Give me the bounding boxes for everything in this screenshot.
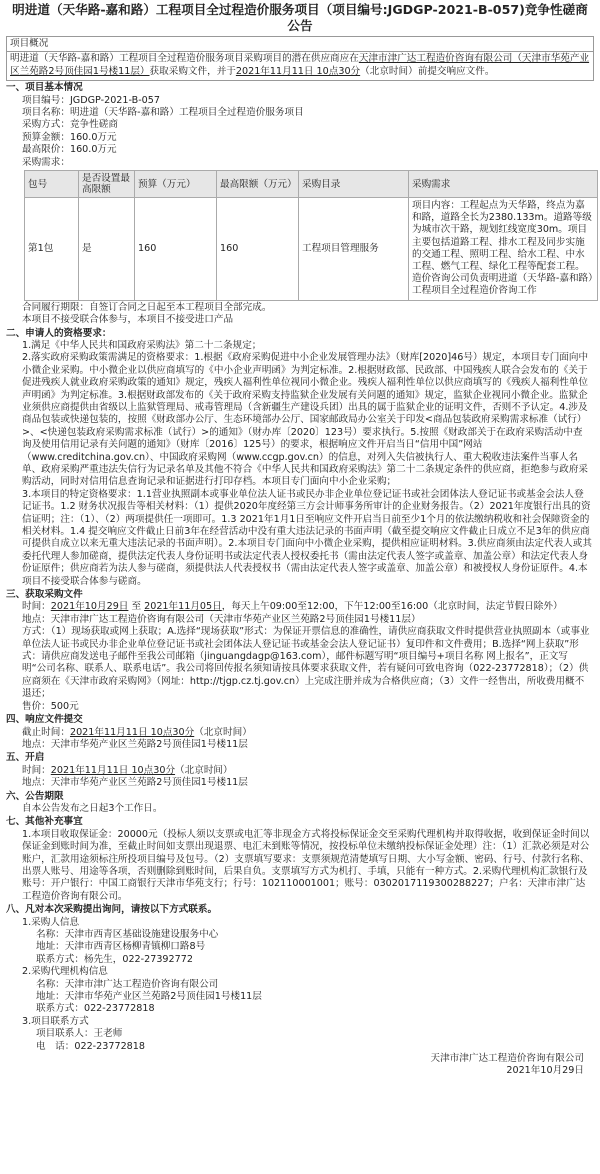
table-row [25,198,598,301]
overview-text [7,51,593,80]
announcement-page [6,0,594,1078]
section-3-title: 三、获取采购文件 [6,589,83,601]
submission-deadline [22,727,592,739]
package-table [24,170,598,301]
overview-label: 项目概况 [10,38,49,49]
section-8-title: 八、凡对本次采购提出询问，请按以下方式联系。 [6,904,218,916]
max-price: 最高限价：160.0万元 [22,144,117,156]
section-1-footer [6,302,594,327]
section-3-body [6,601,594,713]
overview-text-b: 获取采购文件，并于 [149,65,236,77]
table-cell: 第1包 [25,198,79,301]
pickup-end-date: 2021年11月05日 [144,601,222,613]
page-title-line1: 明进道（天华路-嘉和路）工程项目全过程造价服务项目（项目编号:JGDGP-2021-B-057)竞争性磋商 [12,2,588,17]
contract-period: 合同履行期限：自签订合同之日起至本工程项目全部完成。 [22,301,272,313]
overview-text-a: 明进道（天华路-嘉和路）工程项目全过程造价服务项目采购项目的潜在供应商应在 [10,53,359,65]
section-5-title: 五、开启 [6,752,45,764]
qualification-1: 1.满足《中华人民共和国政府采购法》第二十二条规定； [22,339,262,351]
table-header-cell: 预算（万元） [135,171,217,198]
agent-contact: 联系方式：022-23772818 [36,1003,155,1015]
section-2-body [6,340,594,588]
table-header-cell: 最高限额（万元） [217,171,299,198]
notice-period: 自本公告发布之日起3个工作日。 [22,802,163,814]
overview-pickup-place: 天津市津广达工程造价咨询有限公司（天津市华苑产业区兰苑路2号顶佳园1号楼11层） [10,53,590,77]
qualification-3: 3.本项目的特定资格要求：1.1营业执照副本或事业单位法人证书或民办非企业单位登记证书或社会团体法人登记证书或基金会法人登记证书。1.2 财务状况报告等相关材料：（1）提供2020年度经第三方会计师事务所审计的企业财务报告。（2）2021年度银行出具的资信证明；注：（1）、（2）两项提供任一项即可。1.3 2021年1月1日至响应文件开启当日前至少1个月的依法缴纳税收和社会保障资金的相关材料。1.4 提交响应文件截止日前3年在经营活动中没有重大违法记录的书面声明（截至提交响应文件截止日成立不足3年的供应商可提供自成立以来无重大违法记录的书面声明）。2.本项目专门面向中小微企业采购，提供相应证明材料。3.供应商须由法定代表人或其委托代理人参加磋商，提供法定代表人身份证明书或法定代表人授权委托书（需由法定代表人签字或盖章、加盖公章）和法定代表人身份证原件；供应商若为法人参与磋商，须提供法人代表授权书（需由法定代表人签字或盖章、加盖公章）和被授权人身份证原件。4.本项目不接受联合体参与磋商。 [22,488,592,587]
section-6-body [6,803,594,815]
section-4-title: 四、响应文件提交 [6,714,83,726]
qualification-2: 2.落实政府采购政策需满足的资格要求：1.根据《政府采购促进中小企业发展管理办法》（财库[2020]46号）规定，本项目专门面向中小微企业采购。中小微企业以供应商填写的《中小企业声明函》为判定标准。2.根据财政部、民政部、中国残疾人联合会发布的《关于促进残疾人就业政府采购政策的通知》规定，残疾人福利性单位视同小微企业。残疾人福利性单位以供应商填写的《残疾人福利性单位声明函》为判定标准。3.根据财政部发布的《关于政府采购支持监狱企业发展有关问题的通知》规定，监狱企业视同小微企业。监狱企业须供应商提供由省级以上监狱管理局、戒毒管理局（含新疆生产建设兵团）出具的属于监狱企业的证明文件，否则不予认定。4.涉及商品包装或快递包装的，按照《财政部办公厅、生态环境部办公厅、国家邮政局办公室关于印发<商品包装政府采购需求标准（试行）>、<快递包装政府采购需求标准（试行）>的通知》（财办库〔2020〕123号）要求执行。5.按照《财政部关于在政府采购活动中查询及使用信用记录有关问题的通知》（财库〔2016〕125号）的要求，根据响应文件开启当日“信用中国”网站（www.creditchina.gov.cn）、中国政府采购网（www.ccgp.gov.cn）的信息，对列入失信被执行人、重大税收违法案件当事人名单、政府采购严重违法失信行为记录名单及其他不符合《中华人民共和国政府采购法》第二十二条规定条件的供应商，拒绝参与政府采购活动，同时对信用信息查询记录和证据进行打印存档。本项目专门面向中小企业采购； [22,352,589,488]
overview-text-c: （北京时间）前提交响应文件。 [360,65,495,77]
deadline-timezone: （北京时间） [194,726,252,738]
footer-organization: 天津市津广达工程造价咨询有限公司 [430,1053,584,1065]
project-contact-title: 3.项目联系方式 [22,1015,89,1027]
deadline-label: 截止时间： [22,726,70,738]
project-number: 项目编号：JGDGP-2021-B-057 [22,94,160,106]
buyer-contact: 联系方式：杨先生，022-27392772 [36,953,193,965]
table-header-cell: 包号 [25,171,79,198]
procurement-method: 采购方式：竞争性磋商 [22,119,118,131]
footer-date: 2021年10月29日 [506,1065,584,1077]
opening-time [22,765,592,777]
table-header-cell: 是否设置最高限额 [79,171,135,198]
deadline-value: 2021年11月11日 10点30分 [69,726,195,738]
opening-place: 地点：天津市华苑产业区兰苑路2号顶佳园1号楼11层 [22,777,248,789]
overview-box [6,36,594,81]
section-6-title: 六、公告期限 [6,790,64,802]
overview-deadline: 2021年11月11日 10点30分 [235,65,361,77]
pickup-time-to: 至 [128,601,145,613]
table-cell: 工程项目管理服务 [299,198,409,301]
budget-amount: 预算金额：160.0万元 [22,131,117,143]
section-8-body [6,917,594,1053]
opening-time-value: 2021年11月11日 10点30分 [50,764,176,776]
pickup-place: 地点：天津市津广达工程造价咨询有限公司（天津市华苑产业区兰苑路2号顶佳园1号楼11层） [22,613,421,625]
table-header-cell: 采购目录 [299,171,409,198]
document-price: 售价：500元 [22,700,79,712]
opening-time-label: 时间： [22,764,51,776]
page-title [6,0,594,34]
submission-place: 地点：天津市华苑产业区兰苑路2号顶佳园1号楼11层 [22,738,248,750]
opening-timezone: （北京时间） [175,764,233,776]
section-2-title: 二、申请人的资格要求： [6,327,112,339]
section-5-body [6,765,594,790]
section-7-body [6,829,594,903]
project-contact-person: 项目联系人：王老师 [36,1028,123,1040]
section-1-title: 一、项目基本情况 [6,82,83,94]
section-7-title: 七、其他补充事宜 [6,816,83,828]
buyer-title: 1.采购人信息 [22,916,80,928]
agent-name: 名称：天津市津广达工程造价咨询有限公司 [36,978,219,990]
agent-address: 地址：天津市华苑产业区兰苑路2号顶佳园1号楼11层 [36,991,262,1003]
table-cell: 160 [217,198,299,301]
table-cell: 项目内容：工程起点为天华路，终点为嘉和路，道路全长为2380.133m。道路等级为城市次干路，规划红线宽度30m。项目主要包括道路工程、排水工程及同步实施的交通工程、照明工程、给水工程、中水工程、燃气工程、绿化工程等配套工程。造价咨询公司负责明进道（天华路-嘉和路）工程项目全过程造价咨询工作 [409,198,598,301]
table-header-cell: 采购需求 [409,171,598,198]
buyer-address: 地址：天津市西青区杨柳青镇柳口路8号 [36,941,206,953]
consortium-note: 本项目不接受联合体参与，本项目不接受进口产品 [22,314,234,326]
requirement-label: 采购需求： [22,156,70,168]
section-1-body [6,95,594,169]
pickup-hours: ，每天上午09:00至12:00，下午12:00至16:00（北京时间，法定节假日除外） [221,601,563,613]
table-cell: 是 [79,198,135,301]
page-title-line2: 公告 [287,18,313,33]
pickup-method: 方式：（1）现场获取或网上获取；A.选择“现场获取”形式：为保证开票信息的准确性，请供应商获取文件时提供营业执照副本（或事业单位法人证书或民办非企业单位登记证书或社会团体法人登记证书或基金会法人登记证书）复印件和文件费用；B.选择“网上获取”形式：请供应商发送电子邮件至我公司邮箱（jinguangdagp@163.com），邮件标题写明“项目编号+项目名称 网上报名”，正文写明“公司名称、联系人、联系电话”。我公司将回传报名须知请按具体要求获取文件，若有疑问可致电咨询（022-23772818）；（2）供应商须在《天津市政府采购网》（网址：http://tjgp.cz.tj.gov.cn）上完成注册并成为合格供应商；（3）文件一经售出，所收费用概不退还； [22,626,590,700]
buyer-name: 名称：天津市西青区基础设施建设服务中心 [36,929,219,940]
package-table-header [25,171,598,198]
section-4-body [6,727,594,752]
agent-title: 2.采购代理机构信息 [22,966,108,978]
project-name: 项目名称：明进道（天华路-嘉和路）工程项目全过程造价服务项目 [22,107,304,119]
table-cell: 160 [135,198,217,301]
pickup-start-date: 2021年10月29日 [50,601,129,613]
pickup-time-label: 时间： [22,601,51,613]
supplementary-info: 1.本项目收取保证金：20000元（投标人须以支票或电汇等非现金方式将投标保证金交至采购代理机构并取得收据，收到保证金时间以保证金到账时间为准，至截止时间如支票出现退票、电汇未到账等情况，按投标单位未缴纳投标保证金处理）注：（1）汇款必须是对公账户，汇款用途须标注所投项目编号及包号。（2）支票填写要求：支票须规范清楚填写日期、大小写金额、密码、行号、付款行名称、出票人账号、用途等各项，否则删除到账时间，后果自负。支票填写方式为机打、手填，只能有一种方式。2.采购代理机构汇款银行及账号：开户银行：中国工商银行天津市华苑支行；行号：102110001001；账号：0302017119300288227；户名：天津市津广达工程造价咨询有限公司。 [22,828,590,902]
pickup-time [22,601,592,613]
project-contact-phone: 电 话：022-23772818 [36,1040,145,1052]
